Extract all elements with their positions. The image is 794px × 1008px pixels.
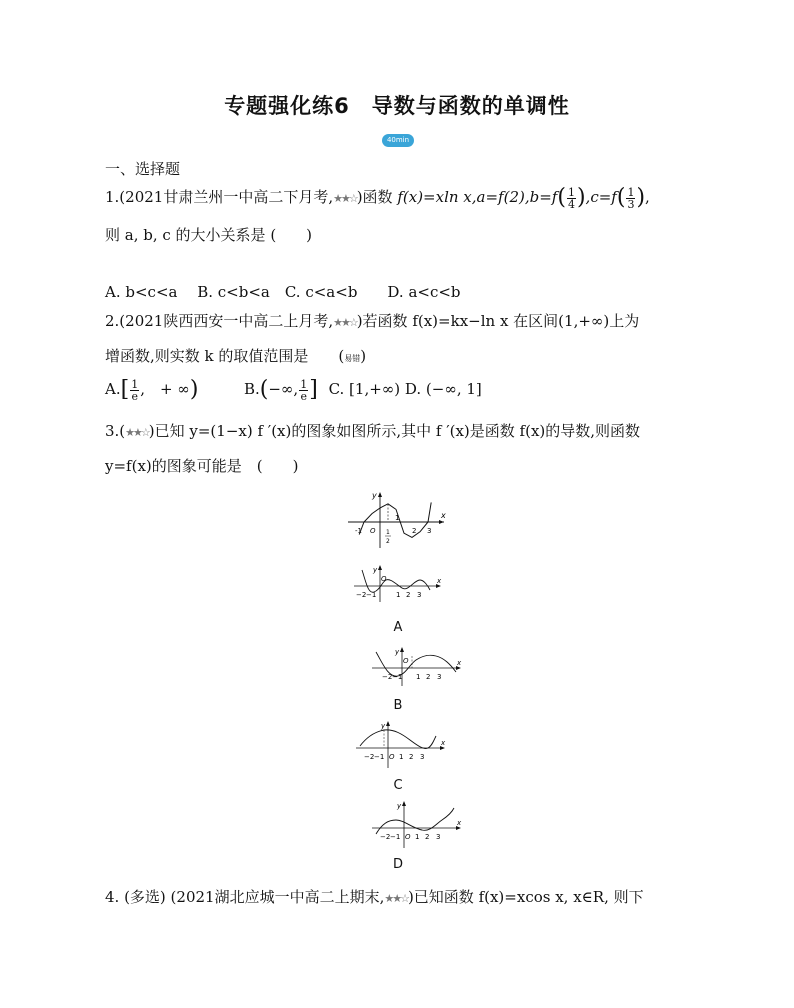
svg-text:x: x	[457, 659, 462, 667]
question-2-options: A.[ $\frac{1}{e}$ , + ∞) B.(−∞, $\frac{1}{e}$ ] C. [1,+∞) D. (−∞, 1]	[105, 377, 482, 403]
svg-text:−1: −1	[374, 753, 385, 761]
question-2-line-1: 2.(2021陕西西安一中高二上月考,★★☆)若函数 f(x)=kx−ln x 在区间(1,+∞)上为	[105, 312, 640, 330]
tick-label-half-num: 1	[386, 529, 390, 536]
svg-text:1: 1	[416, 673, 421, 681]
svg-text:x: x	[437, 577, 442, 585]
option-c-label[interactable]: C	[393, 778, 403, 793]
question-4-line-1: 4. (多选) (2021湖北应城一中高二上期末,★★☆)已知函数 f(x)=xcos x, x∈R, 则下	[105, 888, 644, 906]
q1-func: f(x)=xln x,	[397, 188, 477, 206]
svg-text:−2: −2	[364, 753, 375, 761]
svg-text:−1: −1	[366, 591, 377, 599]
svg-text:y: y	[395, 648, 400, 656]
svg-text:1: 1	[415, 833, 420, 841]
question-1-line-2: 则 a, b, c 的大小关系是 ( )	[105, 226, 313, 244]
difficulty-stars-icon: ★★☆	[125, 426, 149, 439]
svg-text:O: O	[381, 575, 387, 583]
q1-c-pre: ,c=f	[585, 188, 617, 206]
page-title: 专题强化练6 导数与函数的单调性	[224, 94, 570, 118]
question-1-options: A. b<c<a B. c<b<a C. c<a<b D. a<c<b	[105, 283, 461, 301]
svg-text:y: y	[373, 566, 378, 574]
option-b-label[interactable]: B	[393, 698, 403, 713]
tick-label: -1	[355, 527, 362, 535]
q1-b-fraction: $\frac{1}{4}$	[567, 185, 575, 211]
svg-text:3: 3	[420, 753, 425, 761]
axis-y-label: y	[372, 491, 377, 500]
question-3-line-1: 3.(★★☆)已知 y=(1−x) f ′(x)的图象如图所示,其中 f ′(x)是函数 f(x)的导数,则函数	[105, 422, 641, 440]
svg-text:y: y	[397, 802, 402, 810]
svg-text:2: 2	[426, 673, 431, 681]
svg-text:−2: −2	[356, 591, 367, 599]
svg-text:2: 2	[409, 753, 414, 761]
svg-text:1: 1	[396, 591, 401, 599]
svg-text:1: 1	[399, 753, 404, 761]
q1-stem-a: 1.(2021甘肃兰州一中高二下月考,	[105, 188, 334, 206]
difficulty-stars-icon: ★★☆	[384, 892, 408, 905]
section-heading: 一、选择题	[105, 160, 181, 178]
option-a-graph	[352, 564, 444, 604]
option-d-graph	[370, 800, 464, 850]
question-3-line-2: y=f(x)的图象可能是 ( )	[105, 457, 299, 475]
svg-text:3: 3	[437, 673, 442, 681]
svg-text:O: O	[405, 833, 411, 841]
tick-label-half-den: 2	[386, 538, 390, 545]
q1-stem-b: )函数	[356, 188, 398, 206]
svg-text:2: 2	[425, 833, 430, 841]
svg-text:2: 2	[406, 591, 411, 599]
q1-b-pre: b=f	[529, 188, 558, 206]
svg-text:−1: −1	[392, 673, 403, 681]
origin-label: O	[370, 527, 376, 535]
question-2-line-2: 增函数,则实数 k 的取值范围是 (易错)	[105, 347, 367, 365]
option-c-graph	[354, 720, 448, 770]
svg-text:3: 3	[417, 591, 422, 599]
time-badge: 40min	[382, 134, 414, 147]
q1-a-def: a=f(2),	[476, 188, 530, 206]
option-a-label[interactable]: A	[393, 620, 403, 635]
question-1-line-1: 1.(2021甘肃兰州一中高二下月考,★★☆)函数 f(x)=xln x,a=f(2),b=f( $\frac{1}{4}$ ),c=f( $\frac{1}{3}$ ),	[105, 185, 650, 211]
tick-label: 2	[412, 527, 417, 535]
difficulty-stars-icon: ★★☆	[333, 192, 357, 205]
svg-text:x: x	[457, 819, 462, 827]
svg-text:−2: −2	[382, 673, 393, 681]
q1-c-fraction: $\frac{1}{3}$	[627, 185, 635, 211]
svg-text:−2: −2	[380, 833, 391, 841]
svg-text:x: x	[441, 739, 446, 747]
option-d-label[interactable]: D	[392, 857, 403, 872]
tick-label: 3	[427, 527, 432, 535]
tick-label: 1	[395, 514, 400, 522]
option-b-graph	[370, 646, 464, 688]
svg-text:O: O	[389, 753, 395, 761]
svg-text:y: y	[381, 722, 386, 730]
difficulty-stars-icon: ★★☆	[333, 316, 357, 329]
svg-text:O: O	[403, 657, 409, 665]
axis-x-label: x	[441, 511, 446, 520]
svg-text:3: 3	[436, 833, 441, 841]
svg-text:−1: −1	[390, 833, 401, 841]
main-derivative-graph	[344, 488, 448, 552]
error-prone-mark: 易错	[344, 354, 361, 363]
